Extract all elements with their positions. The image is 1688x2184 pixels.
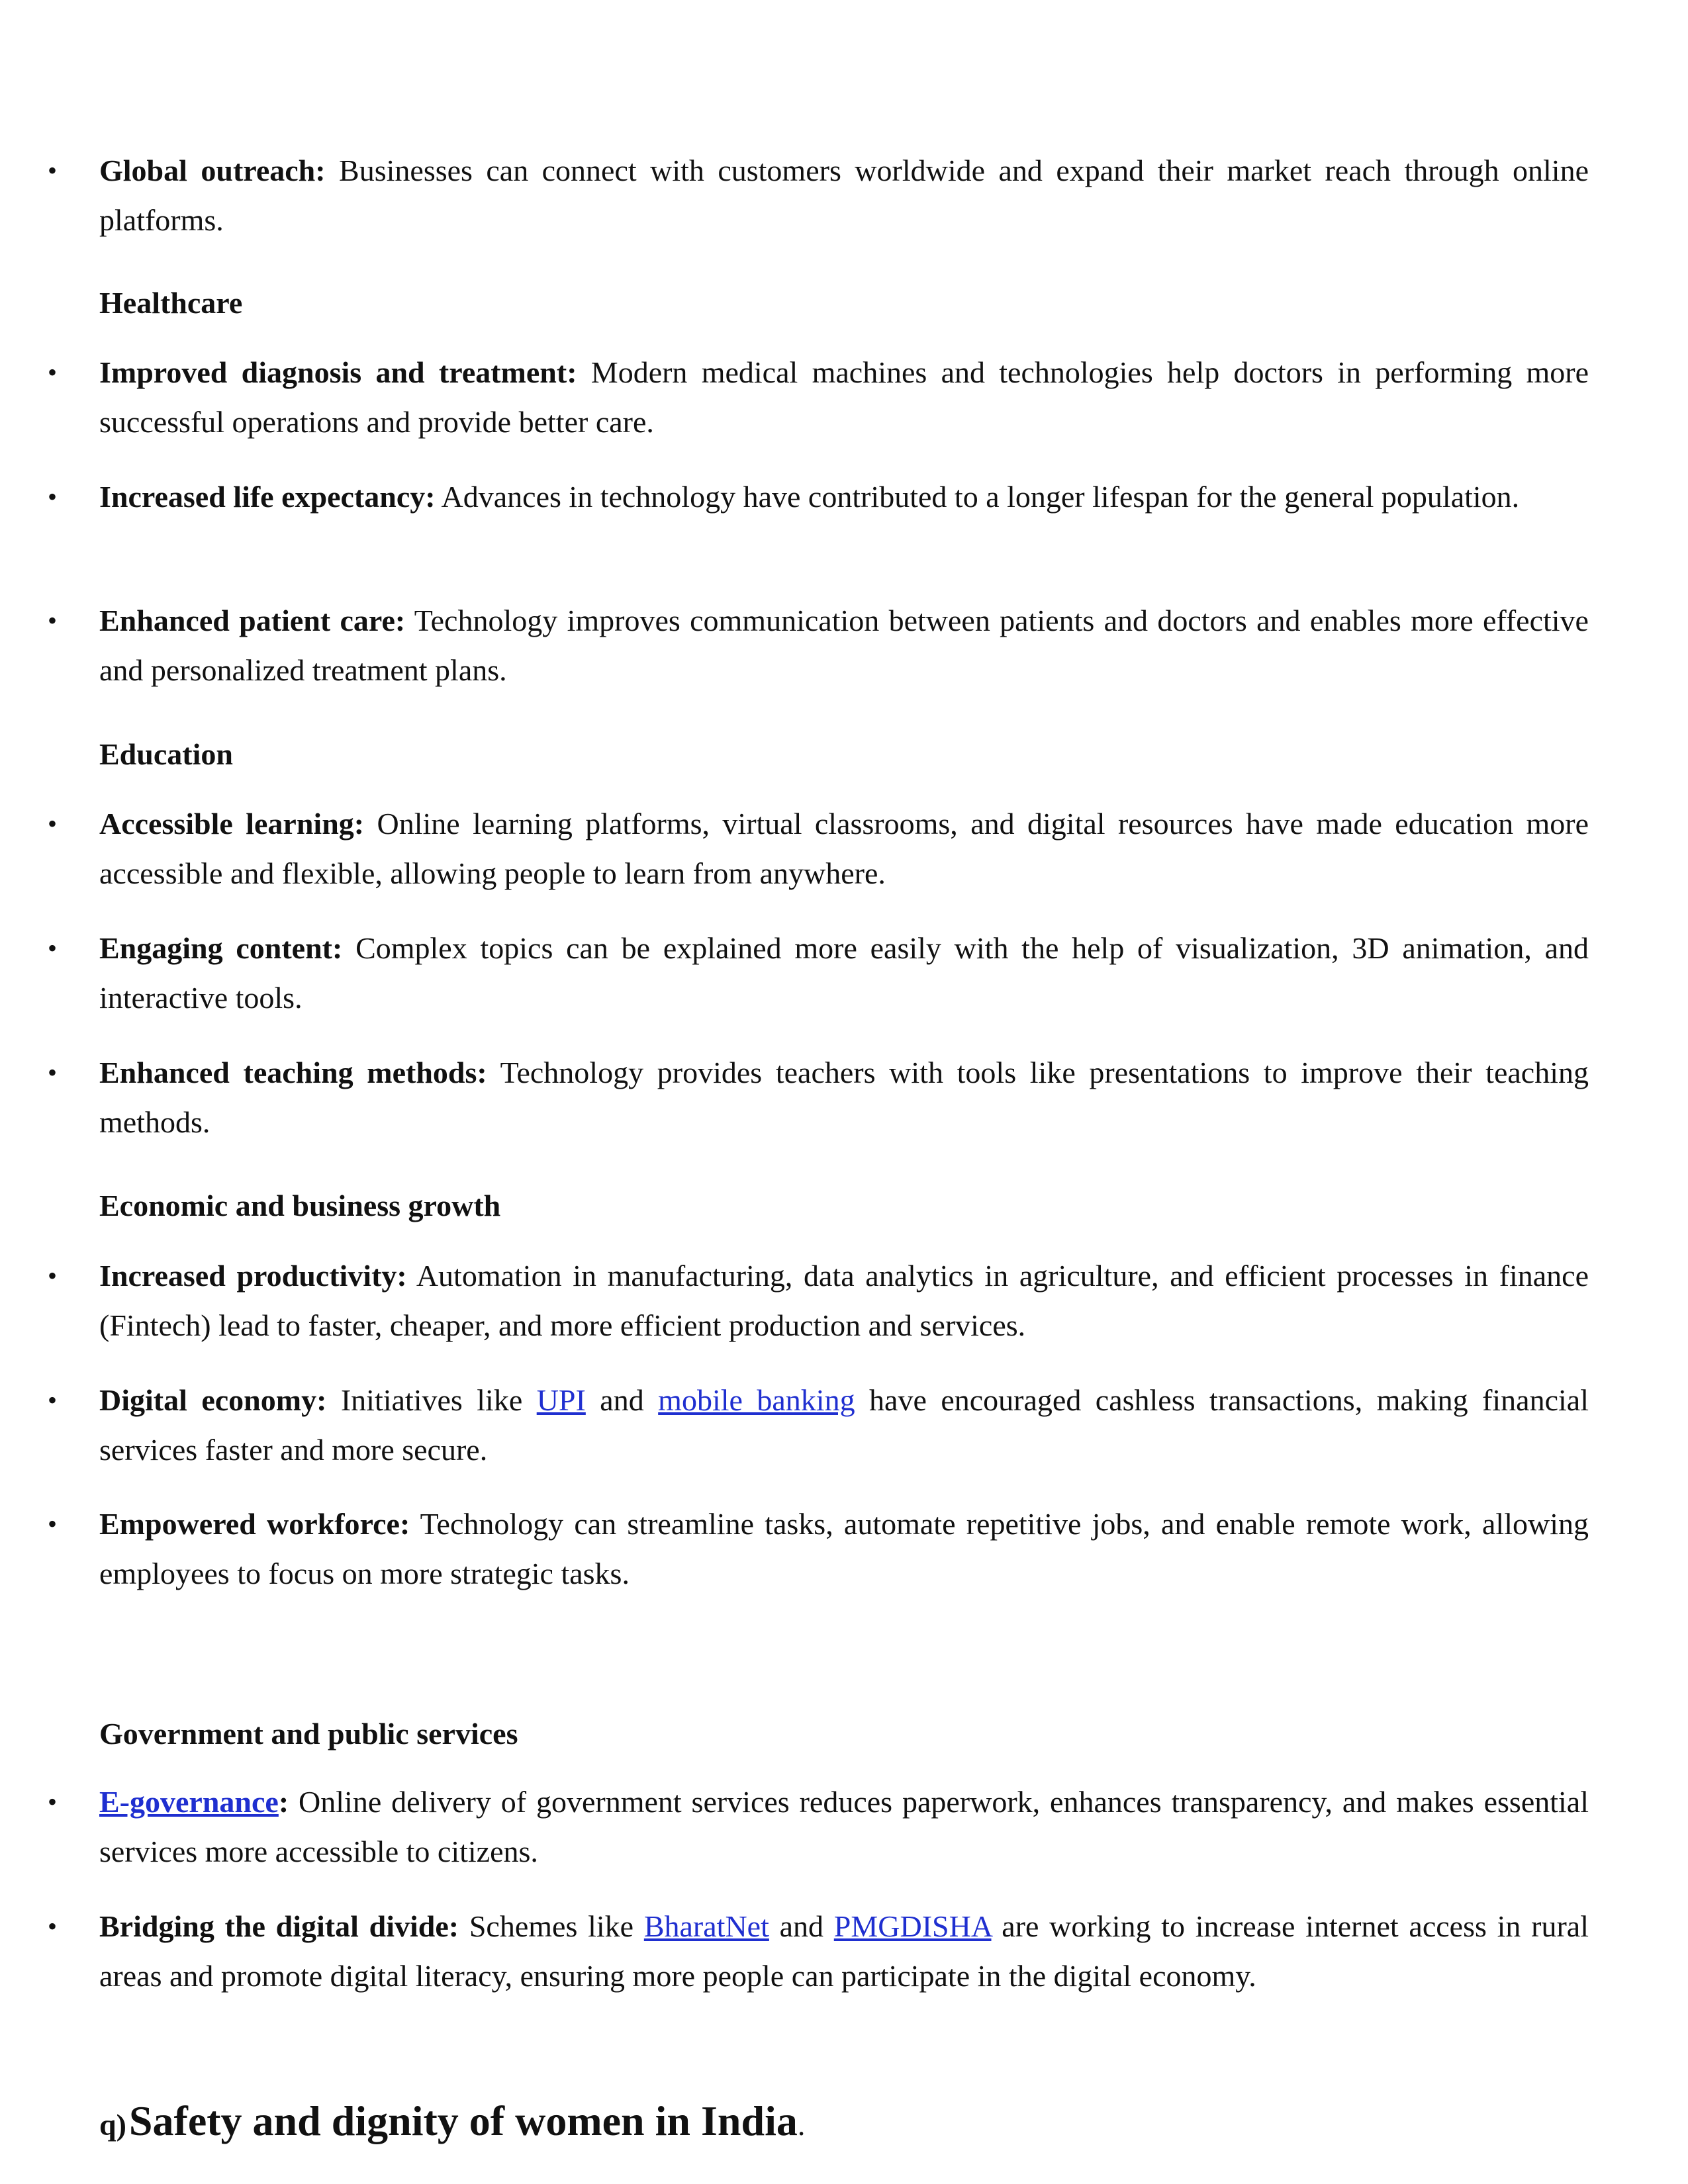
- section-title: [99, 2091, 805, 2162]
- section-heading-economic: Economic and business growth: [99, 1189, 501, 1222]
- question-period: .: [797, 2108, 806, 2142]
- item-colon: :: [278, 1785, 289, 1819]
- bullet-icon: •: [48, 1385, 58, 1415]
- e-governance-link[interactable]: E-governance: [99, 1785, 279, 1819]
- item-term: Improved diagnosis and treatment:: [99, 355, 577, 389]
- item-text: and: [769, 1909, 834, 1943]
- item-text: Complex topics can be explained more easily with the help of visualization, 3D animation, and interactive tools.: [99, 931, 1589, 1015]
- item-text: Automation in manufacturing, data analytics in agriculture, and efficient processes in finance (Fintech) lead to faster, cheaper, and more efficient production and services.: [99, 1259, 1589, 1342]
- bullet-icon: •: [48, 156, 58, 185]
- item-text: Online delivery of government services reduces paperwork, enhances transparency, and makes essential services more accessible to citizens.: [99, 1785, 1589, 1868]
- list-item: [48, 1048, 1589, 1147]
- list-item: [48, 923, 1589, 1023]
- item-term: Bridging the digital divide:: [99, 1909, 459, 1943]
- item-term: Increased productivity:: [99, 1259, 407, 1293]
- upi-link[interactable]: UPI: [536, 1383, 586, 1417]
- item-text: have encouraged cashless transactions, making financial services faster and more secure.: [99, 1383, 1589, 1467]
- item-text: Businesses can connect with customers worldwide and expand their market reach through online platforms.: [99, 154, 1589, 237]
- item-text: Modern medical machines and technologies help doctors in performing more successful operations and provide better care.: [99, 355, 1589, 439]
- bullet-icon: •: [48, 1509, 58, 1539]
- bullet-icon: •: [48, 809, 58, 839]
- item-term: Increased life expectancy:: [99, 480, 436, 514]
- item-term: Engaging content:: [99, 931, 343, 965]
- list-item: [48, 596, 1589, 695]
- bullet-icon: •: [48, 482, 58, 512]
- bullet-icon: •: [48, 357, 58, 387]
- list-item: [48, 1375, 1589, 1475]
- bullet-icon: •: [48, 1261, 58, 1291]
- item-term: Empowered workforce:: [99, 1507, 410, 1541]
- bullet-icon: •: [48, 1787, 58, 1817]
- item-text: Technology provides teachers with tools like presentations to improve their teaching methods.: [99, 1056, 1589, 1139]
- bharatnet-link[interactable]: BharatNet: [643, 1909, 769, 1943]
- section-heading-healthcare: Healthcare: [99, 286, 243, 320]
- bullet-icon: •: [48, 606, 58, 635]
- item-text: and: [585, 1383, 659, 1417]
- bullet-icon: •: [48, 1911, 58, 1941]
- item-text: Schemes like: [459, 1909, 644, 1943]
- list-item: [48, 1251, 1589, 1350]
- section-heading-government: Government and public services: [99, 1717, 518, 1751]
- list-item: [48, 472, 1589, 522]
- item-text: Online learning platforms, virtual classrooms, and digital resources have made education more accessible and flexible, allowing people to learn from anywhere.: [99, 807, 1589, 890]
- item-text: are working to increase internet access in rural areas and promote digital literacy, ensuring more people can participate in the digital economy.: [99, 1909, 1589, 1993]
- list-item: [48, 146, 1589, 245]
- pmgdisha-link[interactable]: PMGDISHA: [833, 1909, 992, 1943]
- item-term: Accessible learning:: [99, 807, 365, 841]
- list-item: [48, 1777, 1589, 1876]
- question-title: Safety and dignity of women in India: [128, 2097, 798, 2144]
- item-term: Enhanced teaching methods:: [99, 1056, 487, 1089]
- bullet-icon: •: [48, 1058, 58, 1087]
- section-heading-education: Education: [99, 737, 233, 771]
- list-item: [48, 1901, 1589, 2001]
- list-item: [48, 799, 1589, 898]
- question-label: q): [99, 2108, 126, 2142]
- item-text: Initiatives like: [326, 1383, 537, 1417]
- item-term: Enhanced patient care:: [99, 604, 406, 637]
- item-text: Technology can streamline tasks, automate repetitive jobs, and enable remote work, allowing employees to focus on more strategic tasks.: [99, 1507, 1589, 1590]
- item-text: Advances in technology have contributed to a longer lifespan for the general population.: [435, 480, 1520, 514]
- item-term: Digital economy:: [99, 1383, 327, 1417]
- bullet-icon: •: [48, 933, 58, 963]
- list-item: [48, 347, 1589, 447]
- item-text: Technology improves communication between patients and doctors and enables more effective and personalized treatment plans.: [99, 604, 1589, 687]
- list-item: [48, 1499, 1589, 1598]
- item-term: Global outreach:: [99, 154, 326, 187]
- mobile-banking-link[interactable]: mobile banking: [658, 1383, 855, 1417]
